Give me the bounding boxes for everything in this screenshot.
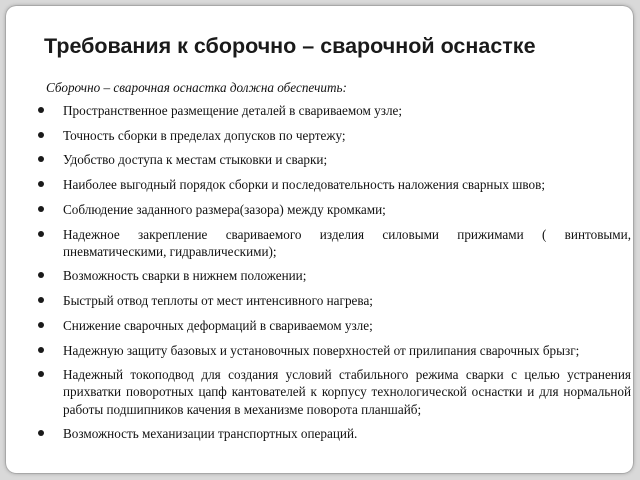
list-item bbox=[29, 425, 631, 442]
bullet-icon bbox=[38, 206, 44, 212]
list-item bbox=[29, 292, 631, 309]
bullet-icon bbox=[38, 107, 44, 113]
bullet-icon bbox=[38, 132, 44, 138]
list-item-text: Удобство доступа к местам стыковки и сварки; bbox=[63, 152, 328, 168]
bullet-icon bbox=[38, 430, 44, 436]
list-item-text: Быстрый отвод теплоты от мест интенсивного нагрева; bbox=[63, 293, 373, 309]
list-item bbox=[29, 342, 631, 359]
list-item bbox=[29, 317, 631, 334]
list-item bbox=[29, 226, 631, 260]
bullet-icon bbox=[38, 371, 44, 377]
list-item bbox=[29, 127, 631, 144]
list-item-text: Пространственное размещение деталей в свариваемом узле; bbox=[63, 103, 403, 118]
list-item-text: Надежное закрепление свариваемого изделия силовыми прижимами ( винтовыми, пневматическими, гидравлическими); bbox=[63, 226, 631, 259]
bullet-icon bbox=[38, 272, 44, 278]
list-item-text: Точность сборки в пределах допусков по чертежу; bbox=[63, 127, 346, 143]
slide bbox=[6, 6, 633, 473]
requirements-list bbox=[29, 102, 631, 450]
bullet-icon bbox=[38, 181, 44, 187]
bullet-icon bbox=[38, 156, 44, 162]
bullet-icon bbox=[38, 231, 44, 237]
list-item-text: Возможность сварки в нижнем положении; bbox=[63, 268, 307, 284]
bullet-icon bbox=[38, 347, 44, 353]
list-item-text: Соблюдение заданного размера(зазора) между кромками; bbox=[63, 201, 386, 217]
intro-text: Сборочно – сварочная оснастка должна обеспечить: bbox=[46, 80, 347, 95]
list-item-text: Возможность механизации транспортных операций. bbox=[63, 426, 358, 442]
list-item-text: Надежный токоподвод для создания условий стабильного режима сварки с целью устранения прихватки поворотных цапф кантователей к корпусу технологической оснастки и для нормальной работы подшипников качения в механизме поворота планшайб; bbox=[63, 367, 631, 417]
list-item bbox=[29, 366, 631, 418]
list-item bbox=[29, 267, 631, 284]
list-item-text: Надежную защиту базовых и установочных поверхностей от прилипания сварочных брызг; bbox=[63, 342, 580, 358]
list-item bbox=[29, 176, 631, 193]
list-item-text: Снижение сварочных деформаций в свариваемом узле; bbox=[63, 317, 373, 333]
bullet-icon bbox=[38, 322, 44, 328]
list-item-text: Наиболее выгодный порядок сборки и последовательность наложения сварных швов; bbox=[63, 177, 546, 193]
list-item bbox=[29, 102, 631, 119]
list-item bbox=[29, 151, 631, 168]
bullet-icon bbox=[38, 297, 44, 303]
slide-title: Требования к сборочно – сварочной оснастке bbox=[44, 34, 536, 58]
list-item bbox=[29, 201, 631, 218]
